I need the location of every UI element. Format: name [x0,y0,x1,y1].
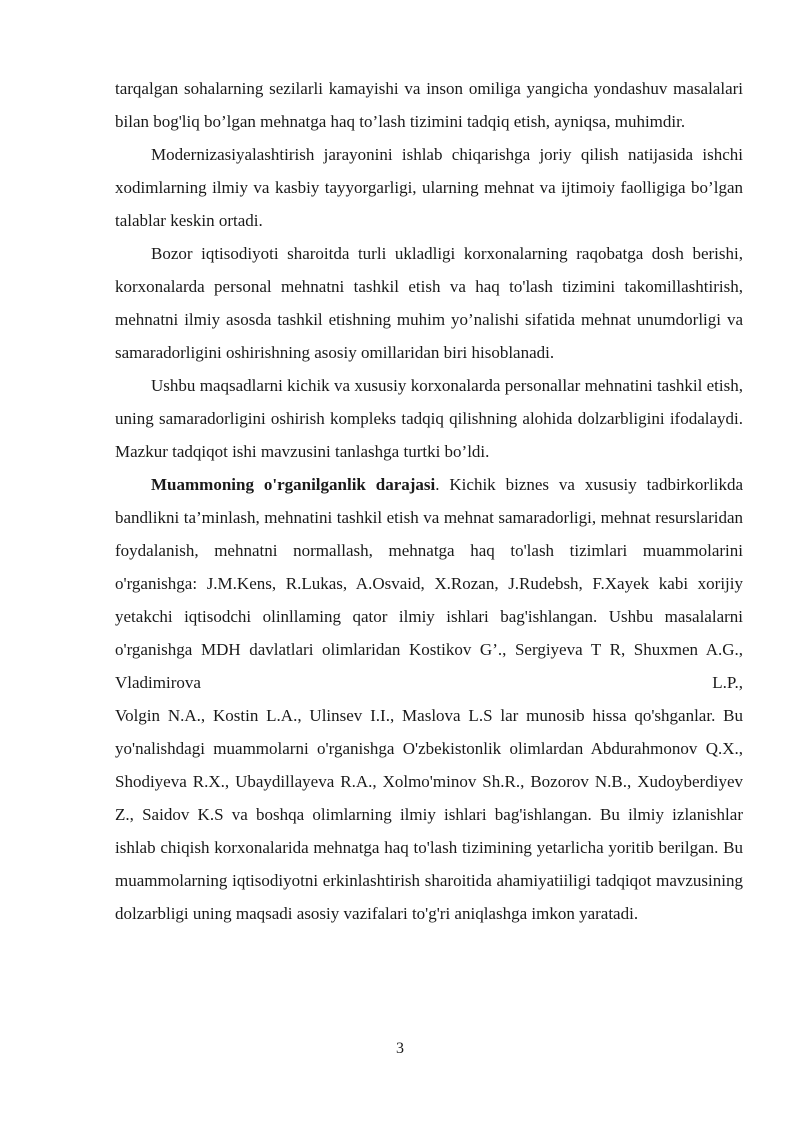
paragraph-continued: tarqalgan sohalarning sezilarli kamayishi va inson omiliga yangicha yondashuv masalalari bilan bog'liq bo’lgan mehnatga haq to’lash tizimini tadqiq etish, ayniqsa, muhimdir. [115,79,743,131]
section-heading: Muammoning o'rganilganlik darajasi [151,475,436,494]
research-text-part1: Kichik biznes va xususiy tadbirkorlikda bandlikni ta’minlash, mehnatini tashkil etish va mehnat samaradorligi, mehnat resurslaridan foydalanish, mehnatni normallash, mehnatga haq to'lash tizimlari muammolarini o'rganishga: J.M.Kens, R.Lukas, A.Osvaid, X.Rozan, J.Rudebsh, F.Xayek kabi xorijiy yetakchi iqtisodchi olinllaming qator ilmiy ishlari bag'ishlangan. Ushbu masalalarni o'rganishga MDH davlatlari olimlaridan Kostikov G’., Sergiyeva T R, Shuxmen A.G., Vladimirova L.P., [115,475,743,692]
page-number: 3 [396,1040,404,1057]
paragraph-market-economy: Bozor iqtisodiyoti sharoitda turli ukladligi korxonalarning raqobatga dosh berishi, korxonalarda personal mehnatni tashkil etish va haq to'lash tizimini takomillashtirish, mehnatni ilmiy asosda tashkil etishning muhim yo’nalishi sifatida mehnat unumdorligi va samaradorligini oshirishning asosiy omillaridan biri hisoblanadi. [115,244,743,362]
paragraph-research-degree [115,468,743,699]
paragraph-modernization: Modernizasiyalashtirish jarayonini ishlab chiqarishga joriy qilish natijasida ishchi xodimlarning ilmiy va kasbiy tayyorgarligi, ularning mehnat va ijtimoiy faolligiga bo’lgan talablar keskin ortadi. [115,145,743,230]
body-text [115,72,743,930]
paragraph-research-continued: Volgin N.A., Kostin L.A., Ulinsev I.I., Maslova L.S lar munosib hissa qo'shganlar. Bu yo'nalishdagi muammolarni o'rganishga O'zbekistonlik olimlardan Abdurahmonov Q.X., Shodiyeva R.X., Ubaydillayeva R.A., Xolmo'minov Sh.R., Bozorov N.B., Xudoyberdiyev Z., Saidov K.S va boshqa olimlarning ilmiy ishlari bag'ishlangan. Bu ilmiy izlanishlar ishlab chiqish korxonalarida mehnatga haq to'lash tizimining yetarlicha yoritib berilgan. Bu muammolarning iqtisodiyotni erkinlashtirish sharoitida ahamiyatiiligi tadqiqot mavzusining dolzarbligi uning maqsadi asosiy vazifalari to'g'ri aniqlashga imkon yaratadi. [115,706,743,923]
paragraph-goals: Ushbu maqsadlarni kichik va xususiy korxonalarda personallar mehnatini tashkil etish, uning samaradorligini oshirish kompleks tadqiq qilishning alohida dolzarbligini ifodalaydi. Mazkur tadqiqot ishi mavzusini tanlashga turtki bo’ldi. [115,376,743,461]
section-heading-punct: . [435,475,440,494]
